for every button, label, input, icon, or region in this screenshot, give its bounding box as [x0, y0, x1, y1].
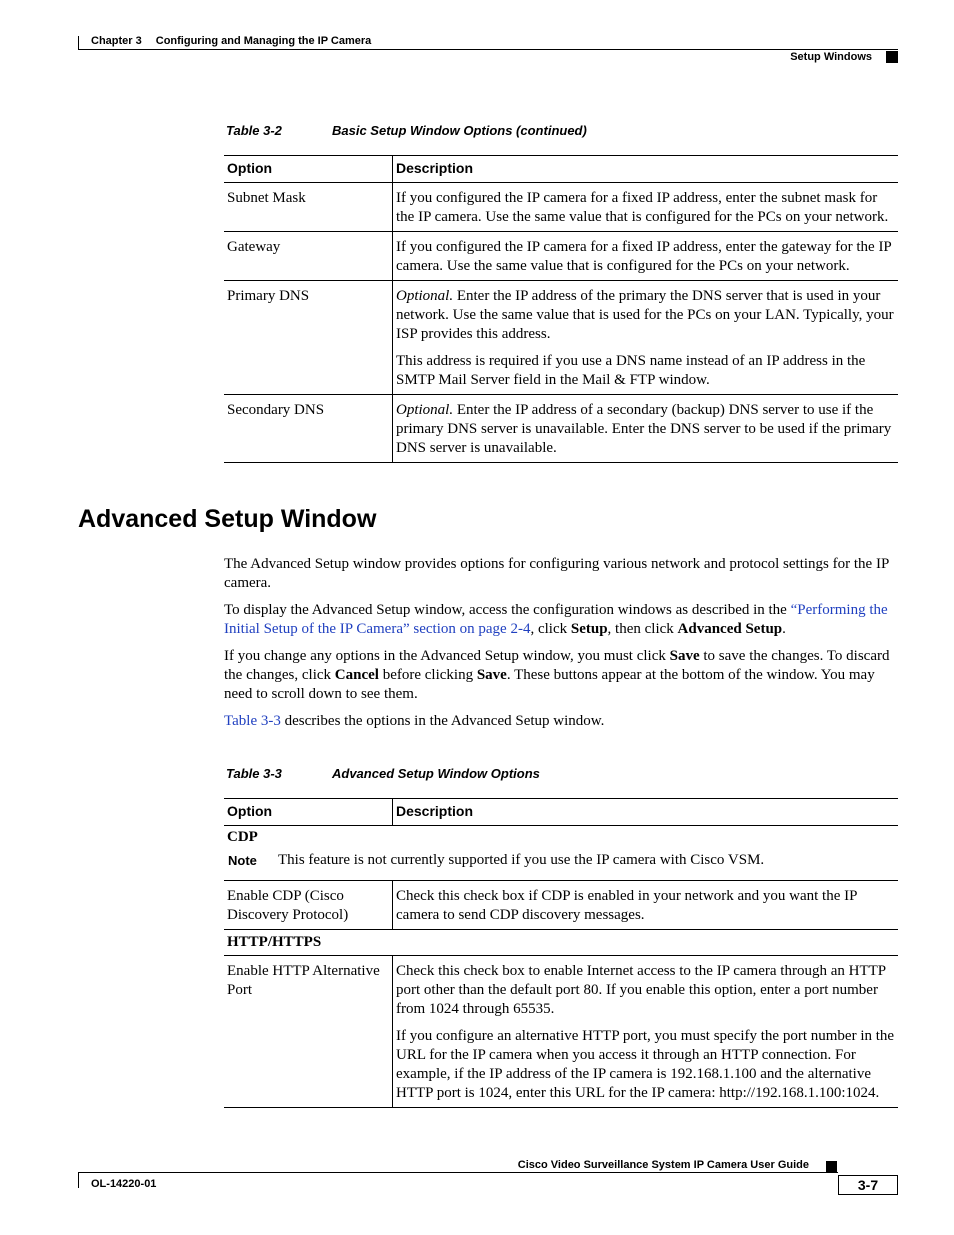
paragraph-table-ref: [224, 712, 898, 731]
description-text: Check this check box to enable Internet access to the IP camera through an HTTP port other than the default port 80. If you enable this option, enter a port number from 1024 through 65535.: [396, 963, 886, 1017]
note-label: Note: [228, 853, 257, 868]
column-header-option: Option: [224, 799, 393, 826]
text-run: If you change any options in the Advanced Setup window, you must click: [224, 648, 670, 664]
column-header-description: Description: [396, 160, 474, 176]
description-cell: [393, 395, 899, 463]
text-run: describes the options in the Advanced Setup window.: [280, 713, 605, 729]
running-header-chapter: [91, 35, 371, 47]
page-number: 3-7: [838, 1175, 898, 1195]
description-text: If you configured the IP camera for a fixed IP address, enter the gateway for the IP camera. Use the same value that is configured for the PCs on your network.: [396, 239, 892, 274]
paragraph-intro: The Advanced Setup window provides options for configuring various network and protocol settings for the IP camera.: [224, 556, 889, 591]
description-text: [396, 287, 895, 344]
description-text: If you configured the IP camera for a fixed IP address, enter the subnet mask for the IP camera. Use the same value that is configured for the PCs on your network.: [396, 190, 889, 225]
cancel-term: Cancel: [334, 667, 379, 683]
table-row: [224, 183, 898, 232]
header-rule-vertical: [78, 36, 79, 50]
description-cell: [393, 881, 899, 930]
description-cell: [393, 232, 899, 281]
option-cell: Secondary DNS: [224, 395, 393, 463]
description-text-2: If you configure an alternative HTTP port, you must specify the port number in the URL for the IP camera when you access it through an HTTP connection. For example, if the IP address of the IP camera is 192.168.1.100 and the alternative HTTP port is 1024, enter this URL for the IP camera: http://192.168.1.100:1024.: [396, 1028, 895, 1101]
table-caption: [226, 766, 540, 781]
option-cell: Enable HTTP Alternative Port: [224, 956, 393, 1108]
table-caption-title: Basic Setup Window Options (continued): [332, 123, 587, 138]
footer-doc-number: OL-14220-01: [91, 1178, 157, 1190]
table-row: [224, 395, 898, 463]
table-reference-link[interactable]: Table 3-3: [224, 713, 281, 729]
table-caption: [226, 123, 587, 138]
chapter-number: Chapter 3: [91, 35, 142, 47]
description-cell: [393, 281, 899, 395]
advanced-setup-options-table: [224, 798, 898, 1108]
setup-term: Setup: [570, 621, 608, 637]
save-term: Save: [669, 648, 700, 664]
footer-rule: [78, 1172, 838, 1173]
footer-marker: [826, 1161, 837, 1172]
option-cell: Enable CDP (Cisco Discovery Protocol): [224, 881, 393, 930]
text-run: , click: [530, 621, 571, 637]
text-run: before clicking: [378, 667, 477, 683]
option-cell: Primary DNS: [224, 281, 393, 395]
description-text: [396, 401, 895, 458]
running-header-section: Setup Windows: [790, 51, 872, 63]
paragraph-display: [224, 601, 898, 639]
table-caption-title: Advanced Setup Window Options: [332, 766, 540, 781]
text-run: .: [782, 621, 786, 637]
table-row: [224, 956, 898, 1108]
table-caption-number: Table 3-3: [226, 766, 282, 781]
section-heading: Advanced Setup Window: [78, 505, 377, 533]
text-run: to save the changes. To discard the changes, click: [224, 648, 890, 683]
table-row: [224, 232, 898, 281]
header-marker: [886, 51, 898, 63]
table-header-row: [224, 156, 898, 183]
note-text: This feature is not currently supported if you use the IP camera with Cisco VSM.: [278, 852, 765, 868]
basic-setup-options-table: [224, 155, 898, 463]
group-label-cdp: CDP: [227, 829, 258, 845]
optional-label: Optional.: [396, 288, 454, 304]
table-row: [224, 281, 898, 395]
option-cell: Subnet Mask: [224, 183, 393, 232]
text-run: . These buttons appear at the bottom of the window. You may need to scroll down to see them.: [224, 667, 875, 702]
cross-reference-link[interactable]: “Performing the Initial Setup of the IP Camera” section on page 2-4: [224, 602, 888, 637]
description-text: Check this check box if CDP is enabled in your network and you want the IP camera to send CDP discovery messages.: [396, 888, 857, 923]
group-row-cdp: [224, 826, 898, 853]
description-cell: [393, 183, 899, 232]
text-run: To display the Advanced Setup window, access the configuration windows as described in the: [224, 602, 791, 618]
save-term: Save: [476, 667, 507, 683]
group-label-http: HTTP/HTTPS: [227, 934, 322, 950]
optional-label: Optional.: [396, 402, 454, 418]
table-row: [224, 881, 898, 930]
advanced-setup-term: Advanced Setup: [677, 621, 783, 637]
header-rule: [78, 49, 898, 50]
description-text-2: This address is required if you use a DNS name instead of an IP address in the SMTP Mail Server field in the Mail & FTP window.: [396, 353, 866, 388]
footer-rule-vertical: [78, 1172, 79, 1188]
text-run: , then click: [607, 621, 678, 637]
option-cell: Gateway: [224, 232, 393, 281]
paragraph-save: [224, 647, 898, 704]
footer-guide-title: Cisco Video Surveillance System IP Camera User Guide: [517, 1159, 809, 1171]
column-header-description: Description: [396, 803, 474, 819]
body-text: [224, 555, 898, 739]
description-body: Enter the IP address of a secondary (backup) DNS server to use if the primary DNS server is unavailable. Enter the DNS server to be used if the primary DNS server is unavailable.: [396, 402, 892, 456]
column-header-option: Option: [224, 156, 393, 183]
chapter-title: Configuring and Managing the IP Camera: [155, 35, 372, 47]
description-cell: [393, 956, 899, 1108]
description-body: Enter the IP address of the primary the DNS server that is used in your network. Use the same value that is used for the PCs on your LAN. Typically, your ISP provides this address.: [396, 288, 894, 342]
group-row-http: [224, 930, 898, 956]
table-header-row: [224, 799, 898, 826]
table-caption-number: Table 3-2: [226, 123, 282, 138]
